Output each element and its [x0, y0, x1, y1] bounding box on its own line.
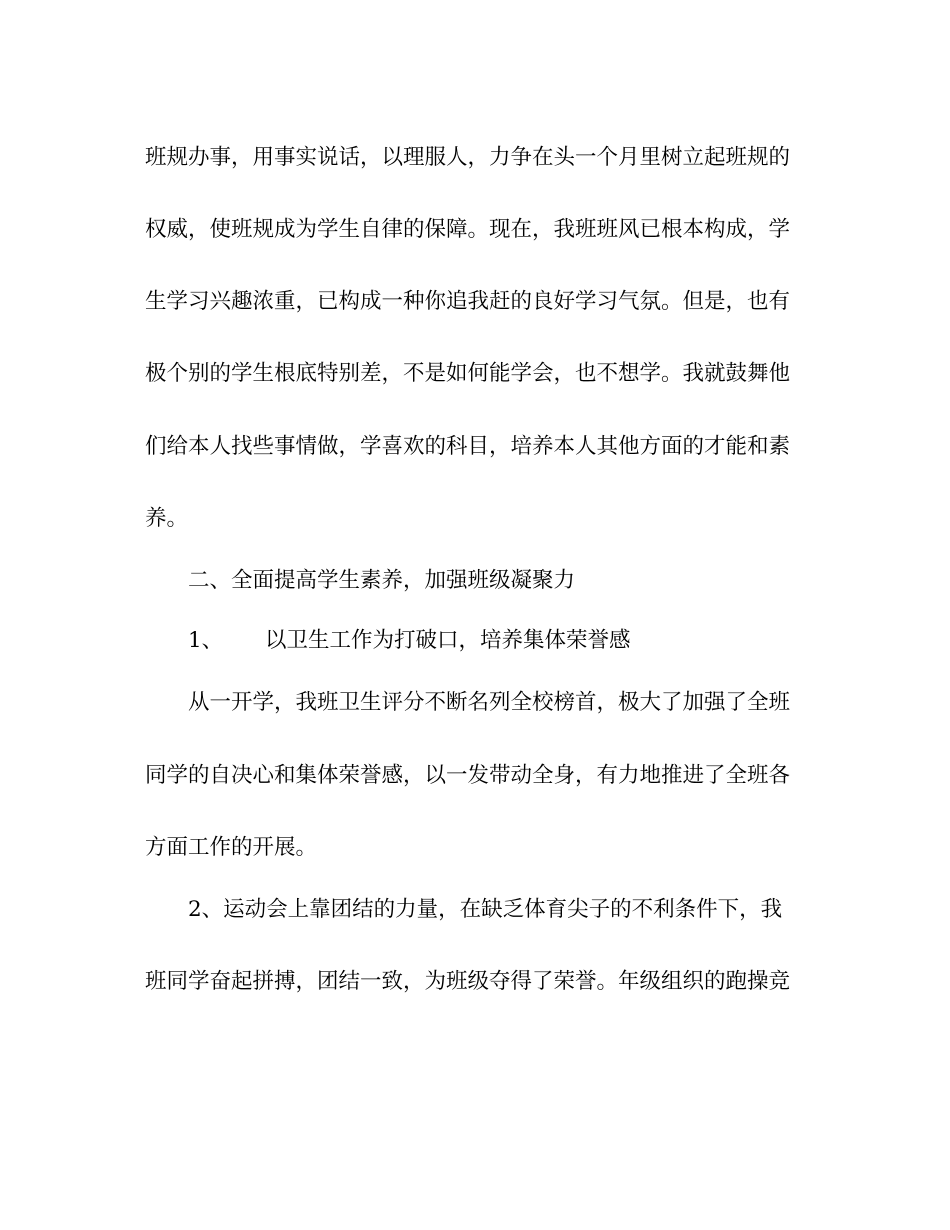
- paragraph-text: 班规办事，用事实说话，以理服人，力争在头一个月里树立起班规的: [145, 145, 791, 170]
- paragraph-line: [0, 143, 950, 173]
- paragraph-text: 班同学奋起拼搏，团结一致，为班级夺得了荣誉。年级组织的跑操竞: [145, 969, 791, 994]
- list-item: [0, 626, 950, 656]
- paragraph-text: 们给本人找些事情做，学喜欢的科目，培养本人其他方面的才能和素: [145, 434, 791, 459]
- paragraph-line: [0, 761, 950, 791]
- section-heading-text: 二、全面提高学生素养，加强班级凝聚力: [188, 568, 576, 593]
- paragraph-line: [0, 215, 950, 245]
- paragraph-text: 极个别的学生根底特别差，不是如何能学会，也不想学。我就鼓舞他: [145, 361, 791, 386]
- list-item-number: 1、: [188, 628, 224, 653]
- paragraph-line: [0, 359, 950, 389]
- paragraph-text: 从一开学，我班卫生评分不断名列全校榜首，极大了加强了全班: [188, 690, 791, 715]
- paragraph-text: 生学习兴趣浓重，已构成一种你追我赶的良好学习气氛。但是，也有: [145, 289, 791, 314]
- paragraph-text: 养。: [145, 506, 189, 531]
- paragraph-line: [0, 504, 950, 534]
- paragraph-line: [0, 287, 950, 317]
- paragraph-line: [0, 833, 950, 863]
- paragraph-text: 方面工作的开展。: [145, 835, 318, 860]
- paragraph-line: [0, 688, 950, 718]
- paragraph-text: 权威，使班规成为学生自律的保障。现在，我班班风已根本构成，学: [145, 217, 791, 242]
- paragraph-line: [0, 432, 950, 462]
- paragraph-text: 同学的自决心和集体荣誉感，以一发带动全身，有力地推进了全班各: [145, 763, 791, 788]
- list-item-title: 以卫生工作为打破口，培养集体荣誉感: [265, 628, 631, 653]
- section-heading: [0, 566, 950, 596]
- paragraph-text: 2、运动会上靠团结的力量，在缺乏体育尖子的不利条件下，我: [188, 897, 783, 922]
- paragraph-line: [0, 967, 950, 997]
- paragraph-line: [0, 895, 950, 925]
